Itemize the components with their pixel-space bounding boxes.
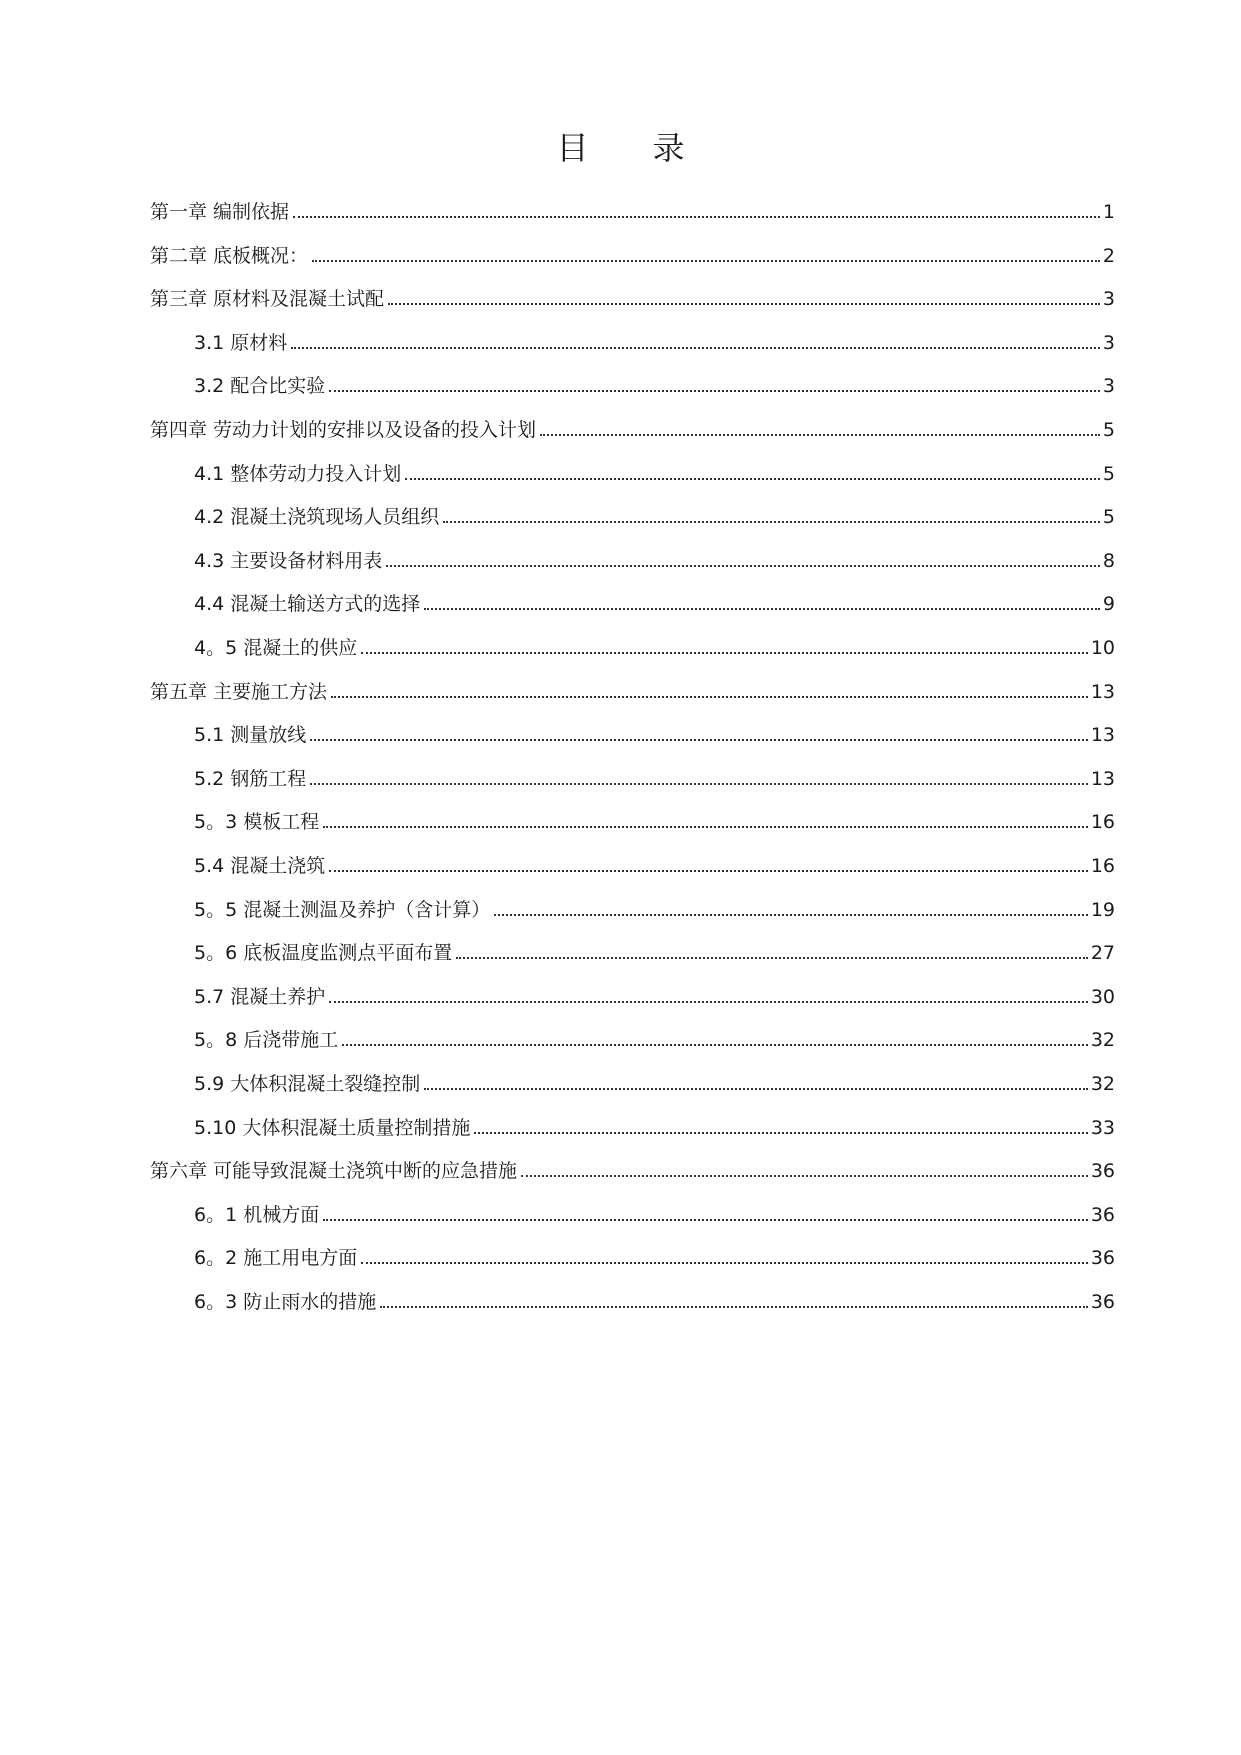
toc-entry[interactable]: [0, 368, 1241, 398]
toc-entry[interactable]: [0, 804, 1241, 834]
toc-entry-title: 第二章 底板概况：: [150, 245, 309, 267]
toc-entry-title: 5。6 底板温度监测点平面布置: [194, 942, 453, 964]
toc-entry-title: 5.2 钢筋工程: [194, 768, 307, 790]
toc-entry[interactable]: [0, 1240, 1241, 1270]
dot-leader: [310, 783, 1088, 785]
dot-leader: [443, 521, 1100, 523]
toc-entry-title: 4.1 整体劳动力投入计划: [194, 463, 402, 485]
toc-entry[interactable]: [0, 1022, 1241, 1052]
toc-entry[interactable]: [0, 674, 1241, 704]
dot-leader: [521, 1175, 1088, 1177]
toc-entry[interactable]: [0, 848, 1241, 878]
toc-entry-page-number: 13: [1090, 681, 1115, 703]
toc-entry-page-number: 13: [1090, 724, 1115, 746]
dot-leader: [329, 870, 1088, 872]
toc-entry-title: 5。5 混凝土测温及养护（含计算）: [194, 899, 491, 921]
toc-entry-page-number: 36: [1090, 1160, 1115, 1182]
dot-leader: [323, 826, 1088, 828]
dot-leader: [293, 216, 1100, 218]
toc-entry-page-number: 3: [1102, 332, 1115, 354]
toc-entry[interactable]: [0, 1284, 1241, 1314]
toc-entry-page-number: 36: [1090, 1204, 1115, 1226]
toc-entry-page-number: 3: [1102, 375, 1115, 397]
toc-entry-title: 4.4 混凝土输送方式的选择: [194, 593, 421, 615]
toc-entry[interactable]: [0, 717, 1241, 747]
toc-entry-title: 4.3 主要设备材料用表: [194, 550, 383, 572]
toc-entry-title: 4.2 混凝土浇筑现场人员组织: [194, 506, 440, 528]
toc-entry-page-number: 10: [1090, 637, 1115, 659]
toc-entry-page-number: 3: [1102, 288, 1115, 310]
toc-entry-page-number: 36: [1090, 1247, 1115, 1269]
toc-entry[interactable]: [0, 281, 1241, 311]
dot-leader: [291, 347, 1100, 349]
toc-entry[interactable]: [0, 543, 1241, 573]
dot-leader: [456, 957, 1088, 959]
toc-entry[interactable]: [0, 456, 1241, 486]
toc-entry-title: 6。3 防止雨水的措施: [194, 1291, 377, 1313]
dot-leader: [388, 303, 1100, 305]
dot-leader: [312, 260, 1100, 262]
toc-entry[interactable]: [0, 935, 1241, 965]
toc-entry[interactable]: [0, 1153, 1241, 1183]
toc-entry-title: 3.1 原材料: [194, 332, 288, 354]
dot-leader: [329, 1001, 1088, 1003]
toc-entry[interactable]: [0, 194, 1241, 224]
toc-entry-title: 6。2 施工用电方面: [194, 1247, 358, 1269]
toc-entry-page-number: 8: [1102, 550, 1115, 572]
toc-entry[interactable]: [0, 630, 1241, 660]
toc-entry-page-number: 9: [1102, 593, 1115, 615]
toc-entry[interactable]: [0, 892, 1241, 922]
toc-entry-page-number: 13: [1090, 768, 1115, 790]
dot-leader: [405, 478, 1100, 480]
toc-entry-page-number: 33: [1090, 1117, 1115, 1139]
toc-entry-page-number: 5: [1102, 419, 1115, 441]
toc-entry-title: 第五章 主要施工方法: [150, 681, 328, 703]
toc-entry-page-number: 32: [1090, 1073, 1115, 1095]
toc-entry-title: 6。1 机械方面: [194, 1204, 320, 1226]
toc-entry-page-number: 19: [1090, 899, 1115, 921]
toc-entry-title: 第三章 原材料及混凝土试配: [150, 288, 385, 310]
toc-entry-title: 5。3 模板工程: [194, 811, 320, 833]
toc-entry[interactable]: [0, 325, 1241, 355]
toc-entry[interactable]: [0, 1110, 1241, 1140]
toc-entry-page-number: 16: [1090, 811, 1115, 833]
toc-entry-title: 5.9 大体积混凝土裂缝控制: [194, 1073, 421, 1095]
toc-entry[interactable]: [0, 1066, 1241, 1096]
dot-leader: [361, 1262, 1088, 1264]
toc-entry[interactable]: [0, 979, 1241, 1009]
dot-leader: [329, 390, 1100, 392]
toc-entry-page-number: 36: [1090, 1291, 1115, 1313]
toc-entry[interactable]: [0, 499, 1241, 529]
dot-leader: [342, 1044, 1088, 1046]
dot-leader: [331, 696, 1088, 698]
toc-entry[interactable]: [0, 412, 1241, 442]
page-title: 目 录: [556, 129, 685, 167]
toc-entry-page-number: 27: [1090, 942, 1115, 964]
toc-entry-title: 5.10 大体积混凝土质量控制措施: [194, 1117, 471, 1139]
toc-entry-title: 5.7 混凝土养护: [194, 986, 326, 1008]
dot-leader: [424, 1088, 1088, 1090]
toc-entry-title: 3.2 配合比实验: [194, 375, 326, 397]
toc-entry-page-number: 5: [1102, 463, 1115, 485]
toc-entry-title: 5.4 混凝土浇筑: [194, 855, 326, 877]
dot-leader: [424, 608, 1100, 610]
dot-leader: [474, 1132, 1087, 1134]
dot-leader: [494, 914, 1088, 916]
toc-entry[interactable]: [0, 238, 1241, 268]
dot-leader: [310, 739, 1088, 741]
toc-entry-page-number: 1: [1102, 201, 1115, 223]
toc-entry[interactable]: [0, 761, 1241, 791]
toc-entry-title: 5.1 测量放线: [194, 724, 307, 746]
dot-leader: [386, 565, 1100, 567]
dot-leader: [323, 1219, 1088, 1221]
toc-entry-page-number: 30: [1090, 986, 1115, 1008]
dot-leader: [540, 434, 1100, 436]
toc-entry-page-number: 5: [1102, 506, 1115, 528]
toc-entry[interactable]: [0, 586, 1241, 616]
toc-entry-title: 第六章 可能导致混凝土浇筑中断的应急措施: [150, 1160, 518, 1182]
toc-entry-title: 4。5 混凝土的供应: [194, 637, 358, 659]
toc-entry-page-number: 16: [1090, 855, 1115, 877]
toc-entry-title: 5。8 后浇带施工: [194, 1029, 339, 1051]
toc-entry[interactable]: [0, 1197, 1241, 1227]
toc-entry-title: 第一章 编制依据: [150, 201, 290, 223]
dot-leader: [361, 652, 1088, 654]
toc-entry-page-number: 32: [1090, 1029, 1115, 1051]
dot-leader: [380, 1306, 1088, 1308]
toc-entry-title: 第四章 劳动力计划的安排以及设备的投入计划: [150, 419, 537, 441]
toc-entry-page-number: 2: [1102, 245, 1115, 267]
